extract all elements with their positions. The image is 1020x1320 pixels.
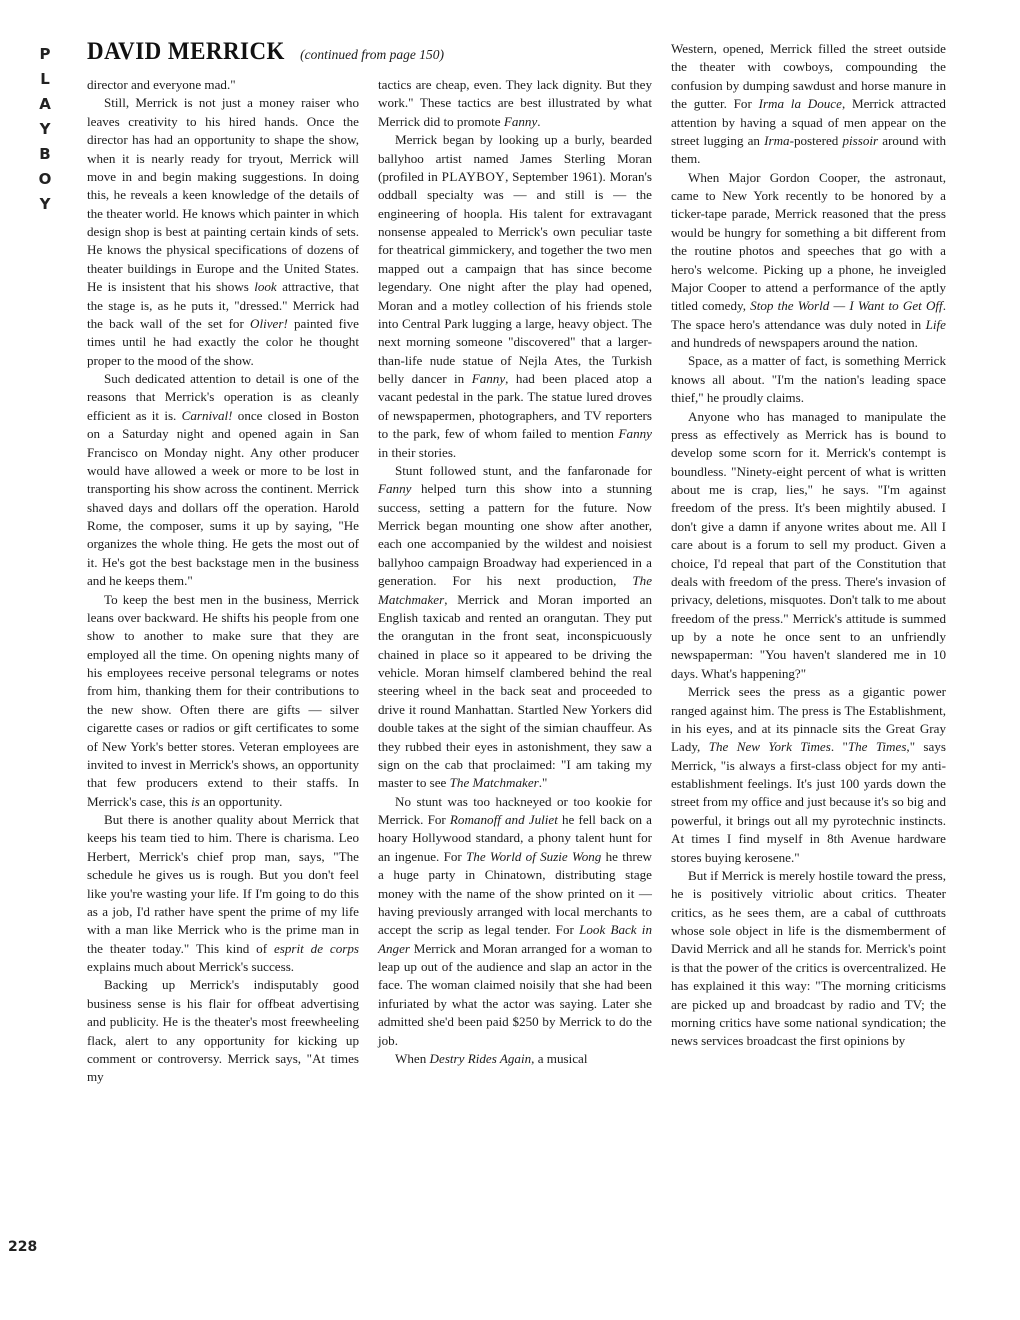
text-run: . " — [830, 739, 848, 755]
text-run: ," says Merrick, "is always a first-class object for my anti-establishment feelings. It's just 100 yards down the street from my office and just because it's so big and powerful, it brings out all my pyrotechnic instincts. At times I find myself in 8th Avenue hardware stores buying kerosene." — [671, 739, 946, 865]
magazine-name: PLAYBOY — [441, 168, 506, 184]
text-run: director and everyone mad." — [87, 77, 236, 92]
text-run: No stunt was too hackneyed or too kookie for Merrick. For — [378, 793, 652, 827]
text-run: Merrick and Moran arranged for a woman to leap up out of the audience and slap an actor in the face. The woman claimed noisily that she had been infuriated by what the actor was saying. Later she admitted she'd been paid $250 by Merrick to do the job. — [378, 940, 652, 1048]
text-run: he fell back on a hoary Hollywood standard, a phony talent hunt for an ingenue. For — [378, 812, 652, 864]
italic-title: is — [191, 793, 200, 809]
italic-title: The Matchmaker — [449, 775, 539, 791]
paragraph — [378, 1050, 652, 1068]
italic-title: Fanny — [503, 113, 538, 129]
paragraph — [378, 131, 652, 462]
paragraph — [671, 169, 946, 353]
italic-title: Stop the World — I Want to Get Off — [750, 298, 943, 314]
text-run: , had been placed atop a vacant pedestal in the park. The statue lured droves of newspapermen, photographers, and TV reporters to the park, few of whom failed to mention — [378, 371, 652, 442]
paragraph — [87, 811, 359, 976]
text-run: Stunt followed stunt, and the fanfaronade for — [395, 462, 652, 478]
text-run: , September 1961). Moran's oddball specialty was — and still is — the engineering of hoopla. His talent for extravagant nonsense appealed to Merrick's own peculiar taste for theatrical gimmickery, and together the two men mapped out a campaign that has since become legendary. One night after the play had opened, Moran and a motley collection of his friends stole into Central Park lugging a large, heavy object. The next morning someone "discovered" that a larger-than-life nude statue of Nejla Ates, the Turkish belly dancer in — [378, 168, 652, 386]
paragraph — [671, 408, 946, 684]
text-column-2 — [378, 76, 652, 1068]
text-run: To keep the best men in the business, Merrick leans over backward. He shifts his people from one show to another to make sure that they are employed all the time. On opening nights many of his employees receive personal telegrams or notes from him, thanking them for their contributions to the new show. Often there are gifts — silver cigarette cases or radios or gift certificates to some of New York's better stores. Veteran employees are invited to invest in Merrick's shows, an opportunity that few producers extend to their staffs. In Merrick's case, this — [87, 591, 359, 809]
text-run: helped turn this show into a stunning success, setting a pattern for the future. Now Merrick began mounting one show after another, each one accompanied by the wildest and noisiest ballyhoo campaign Broadway had experienced in a generation. For his next production, — [378, 481, 652, 589]
text-run: When Major Gordon Cooper, the astronaut, came to New York recently to be honored by a ticker-tape parade, Merrick reasoned that the press would be hungry for something a bit different from the routine photos and speeches that go with a hero's welcome. Picking up a phone, he inveigled Major Cooper to attend a performance of the aptly titled comedy, — [671, 169, 946, 314]
text-run: once closed in Boston on a Saturday night and opened again in San Francisco on Monday night. Any other producer would have allowed a week or more to be lost in transporting his show across the continent. Merrick shaved days and dollars off the operation. Harold Rome, the composer, sums it up by saying, "He organizes the whole thing. He gets the most out of it. He's got the best backstage men in the business and he keeps them." — [87, 407, 359, 589]
text-run: around with them. — [671, 132, 947, 167]
italic-title: The Times — [847, 739, 907, 755]
italic-title: Carnival! — [181, 407, 233, 423]
italic-title: Fanny — [378, 481, 412, 497]
running-head-letter: Y — [39, 195, 51, 213]
text-run: , a musical — [531, 1050, 588, 1066]
text-run: Such dedicated attention to detail is one of the reasons that Merrick's operation is as cleanly efficient as it is. — [87, 371, 359, 423]
italic-title: Irma la Douce — [758, 96, 842, 112]
text-run: in their stories. — [378, 444, 457, 460]
italic-title: Irma — [764, 132, 790, 148]
italic-title: pissoir — [842, 132, 879, 148]
paragraph — [671, 352, 946, 407]
paragraph — [671, 683, 946, 867]
paragraph — [378, 462, 652, 793]
running-head-letter: P — [39, 45, 51, 63]
text-run: . The space hero's attendance was duly noted in — [671, 298, 946, 332]
text-run: ." — [538, 775, 548, 791]
italic-title: esprit de corps — [273, 940, 360, 956]
paragraph — [87, 76, 359, 94]
paragraph — [87, 370, 359, 591]
paragraph — [671, 867, 946, 1051]
italic-title: Oliver! — [250, 315, 288, 331]
text-run: , Merrick and Moran imported an English taxicab and rented an orangutan. They put the orangutan in the front seat, inconspicuously chained in place so it appeared to be driving the vehicle. Moran himself clambered behind the real steering wheel in the back seat and proceeded to drive it round Manhattan. Startled New Yorkers did double takes at the sight of the simian chauffeur. As they rubbed their eyes in astonishment, they saw a sign on the cab that proclaimed: "I am taking my master to see — [378, 591, 652, 791]
text-run: , Merrick attracted attention by having a squad of men appear on the street lugging an — [671, 96, 946, 148]
italic-title: look — [254, 279, 277, 295]
italic-title: Destry Rides Again — [429, 1050, 532, 1066]
paragraph — [87, 94, 359, 370]
italic-title: Fanny — [471, 371, 506, 386]
italic-title: Look Back in Anger — [378, 922, 652, 956]
text-run: When — [395, 1050, 430, 1066]
italic-title: The World of Suzie Wong — [466, 848, 602, 864]
running-head-letter: O — [38, 170, 52, 188]
text-run: -postered — [789, 132, 843, 148]
text-run: Anyone who has managed to manipulate the press as effectively as Merrick has is bound to develop some scorn for it. Merrick's contempt is boundless. "Ninety-eight percent of what is written about me is crap, lies," he says. "I'm against freedom of the press. It's been mightily abused. I don't give a damn if anyone writes about me. All I care about is a forum to sell my product. Given a choice, I'd repeal that part of the Constitution that deals with freedom of the press. There's invasion of privacy, deletions, misquotes. Don't talk to me about freedom of the press." Merrick's attitude is summed up by a note he once sent to an unfriendly newspaperman: "You haven't slandered me in 10 days. What's happening?" — [671, 408, 946, 681]
text-run: he threw a huge party in Chinatown, distributing stage money with the name of the show printed on it — having previously arranged with local merchants to accept the scrip as legal tender. For — [378, 848, 653, 938]
paragraph — [87, 591, 359, 812]
paragraph — [378, 793, 652, 1050]
running-head-letter: A — [39, 95, 51, 113]
paragraph — [378, 76, 652, 131]
page-number: 228 — [8, 1239, 38, 1255]
paragraph — [87, 976, 359, 1086]
paragraph — [671, 40, 946, 169]
text-column-3 — [671, 40, 946, 1051]
running-head-letter: B — [39, 145, 51, 163]
text-run: tactics are cheap, even. They lack dignity. But they work." These tactics are best illustrated by what Merrick did to promote — [378, 77, 652, 129]
article-title: DAVID MERRICK — [87, 38, 285, 65]
text-run: and hundreds of newspapers around the nation. — [671, 335, 918, 350]
text-run: Backing up Merrick's indisputably good business sense is his flair for offbeat advertising and publicity. He is the theater's most freewheeling flack, alert to any opportunity for kicking up comment or controversy. Merrick says, "At times my — [87, 977, 359, 1085]
text-run: But if Merrick is merely hostile toward the press, he is positively vitriolic about critics. Theater critics, as he sees them, are a cabal of cutthroats whose sole object in life is the dismemberment of David Merrick and all he stands for. Merrick's point is that the power of the critics is overcentralized. He has explained it this way: "The morning criticisms are picked up and broadcast by radio and TV; the morning critics have some national syndication; the news services broadcast the first opinions by — [671, 867, 946, 1049]
article-header — [87, 38, 444, 70]
text-run: attractive, that the stage is, as he puts it, "dressed." Merrick had the back wall of the set for — [87, 279, 359, 331]
text-run: But there is another quality about Merrick that keeps his team tied to him. There is charisma. Leo Herbert, Merrick's chief prop man, says, "The schedule he gives us is rough. But you don't feel like you're wasting your life. If I'm going to do this as a job, I'd rather have spent the prime of my life with a man like Merrick who is the prime man in the theater today." This kind of — [87, 812, 359, 956]
running-head-letter: Y — [39, 120, 51, 138]
italic-title: The Matchmaker — [378, 573, 652, 607]
text-column-1 — [87, 76, 359, 1087]
text-run: Merrick sees the press as a gigantic power ranged against him. The press is The Establishment, in his eyes, and at its pinnacle sits the Great Gray Lady, — [671, 684, 946, 755]
text-run: explains much about Merrick's success. — [87, 959, 295, 974]
text-run: Western, opened, Merrick filled the street outside the theater with cowboys, compounding the confusion by dumping sawdust and horse manure in the gutter. For — [671, 41, 946, 112]
italic-title: The New York Times — [708, 739, 831, 755]
continued-note: (continued from page 150) — [300, 47, 444, 62]
text-run: . — [537, 113, 541, 129]
text-run: painted five times until he had exactly the color he thought proper to the mood of the show. — [87, 315, 359, 368]
italic-title: Romanoff and Juliet — [449, 812, 558, 827]
italic-title: Fanny — [618, 426, 652, 442]
italic-title: Life — [925, 316, 946, 332]
text-run: Space, as a matter of fact, is something Merrick knows all about. "I'm the nation's leading space thief," he proudly claims. — [671, 353, 946, 406]
text-run: an opportunity. — [199, 793, 283, 809]
text-run: Still, Merrick is not just a money raiser who leaves creativity to his hired hands. Once the director has had an opportunity to shape the show, when it is nearly ready for tryout, Merrick will move in and begin making suggestions. In doing this, he reveals a keen knowledge of the details of the theater world. He knows which painter in which design shop is best at painting certain kinds of sets. He knows the physical specifications of dozens of theater buildings in Europe and the United States. He is insistent that his shows — [87, 95, 359, 295]
text-run: Merrick began by looking up a burly, bearded ballyhoo artist named James Sterling Moran (profiled in — [378, 132, 652, 184]
running-head-playboy — [34, 42, 56, 217]
running-head-letter: L — [40, 70, 50, 88]
